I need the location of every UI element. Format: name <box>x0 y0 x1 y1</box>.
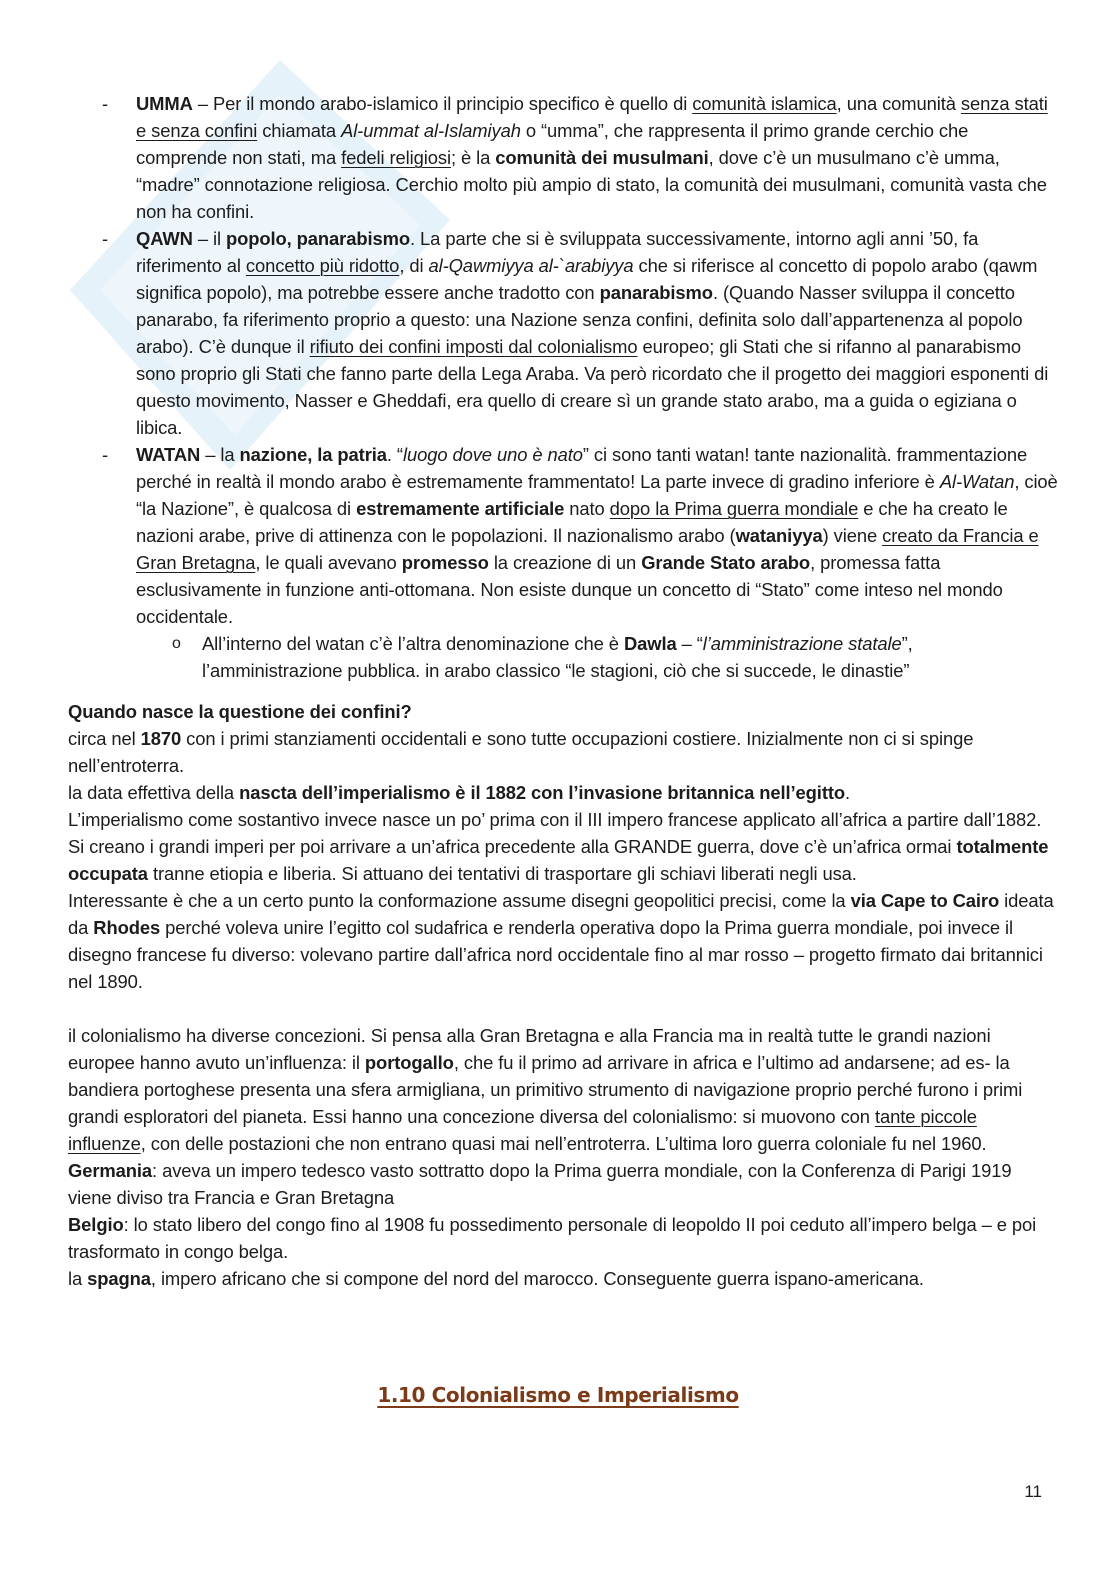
terms-list <box>68 90 1058 684</box>
paragraph: il colonialismo ha diverse concezioni. Si pensa alla Gran Bretagna e alla Francia ma in realtà tutte le grandi nazioni europee hanno avuto un’influenza: il portogallo, che fu il primo ad arrivare in africa e l’ultimo ad andarsene; ad es- la bandiera portoghese presenta una sfera armigliana, un primitivo strumento di navigazione proprio perché furono i primi grandi esploratori del pianeta. Essi hanno una concezione diversa del colonialismo: si muovono con tante piccole influenze, con delle postazioni che non entrano quasi mai nell’entroterra. L’ultima loro guerra coloniale fu nel 1960. <box>68 1025 1023 1154</box>
paragraph: la data effettiva della nascta dell’imperialismo è il 1882 con l’invasione britannica nell’egitto. <box>68 782 851 803</box>
list-item-qawn: - QAWN – il popolo, panarabismo. La parte che si è sviluppata successivamente, intorno agli anni ’50, fa riferimento al concetto più ridotto, di al-Qawmiyya al-`arabiyya che si riferisce al concetto di popolo arabo (qawm significa popolo), ma potrebbe essere anche tradotto con panarabismo. (Quando Nasser sviluppa il concetto panarabo, fa riferimento proprio a questo: una Nazione senza confini, definita solo dall’appartenenza al popolo arabo). C’è dunque il rifiuto dei confini imposti dal colonialismo europeo; gli Stati che si rifanno al panarabismo sono proprio gli Stati che fanno parte della Lega Araba. Va però ricordato che il progetto dei maggiori esponenti di questo movimento, Nasser e Gheddafi, era quello di creare sì un grande stato arabo, ma a guida o egiziana o libica. <box>68 225 1058 441</box>
sub-item-dawla: o All’interno del watan c’è l’altra denominazione che è Dawla – “l’amministrazione statale”, l’amministrazione pubblica. in arabo classico “le stagioni, ciò che si succede, le dinastie” <box>136 630 1058 684</box>
paragraph: la spagna, impero africano che si compone del nord del marocco. Conseguente guerra ispano-americana. <box>68 1268 924 1289</box>
paragraph: L’imperialismo come sostantivo invece nasce un po’ prima con il III impero francese applicato all’africa a partire dall’1882. Si creano i grandi imperi per poi arrivare a un’africa precedente alla GRANDE guerra, dove c’è un’africa ormai totalmente occupata tranne etiopia e liberia. Si attuano dei tentativi di trasportare gli schiavi liberati negli usa. <box>68 809 1049 884</box>
sub-list <box>136 630 1058 684</box>
list-item-umma: - UMMA – Per il mondo arabo-islamico il principio specifico è quello di comunità islamica, una comunità senza stati e senza confini chiamata Al-ummat al-Islamiyah o “umma”, che rappresenta il primo grande cerchio che comprende non stati, ma fedeli religiosi; è la comunità dei musulmani, dove c’è un musulmano c’è umma, “madre” connotazione religiosa. Cerchio molto più ampio di stato, la comunità dei musulmani, comunità vasta che non ha confini. <box>68 90 1058 225</box>
list-item-watan: - WATAN – la nazione, la patria. “luogo dove uno è nato” ci sono tanti watan! tante nazionalità. frammentazione perché in realtà il mondo arabo è estremamente frammentato! La parte invece di gradino inferiore è Al-Watan, cioè “la Nazione”, è qualcosa di estremamente artificiale nato dopo la Prima guerra mondiale e che ha creato le nazioni arabe, prive di attinenza con le popolazioni. Il nazionalismo arabo (wataniyya) viene creato da Francia e Gran Bretagna, le quali avevano promesso la creazione di un Grande Stato arabo, promessa fatta esclusivamente in funzione anti-ottomana. Non esiste dunque un concetto di “Stato” come inteso nel mondo occidentale. o All’interno del watan c’è l’altra denominazione che è Dawla – “l’amministrazione statale”, l’amministrazione pubblica. in arabo classico “le stagioni, ciò che si succede, le dinastie” <box>68 441 1058 684</box>
term-watan: WATAN <box>136 444 201 465</box>
paragraph: Belgio: lo stato libero del congo fino al 1908 fu possedimento personale di leopoldo II poi ceduto all’impero belga – e poi trasformato in congo belga. <box>68 1214 1037 1262</box>
section-heading: Quando nasce la questione dei confini? <box>68 701 412 722</box>
section-title: 1.10 Colonialismo e Imperialismo <box>377 1383 739 1407</box>
term-qawn: QAWN <box>136 228 193 249</box>
spacer <box>68 995 1058 1022</box>
document-body <box>68 90 1058 1292</box>
paragraph: circa nel 1870 con i primi stanziamenti occidentali e sono tutte occupazioni costiere. Inizialmente non ci si spinge nell’entroterra. <box>68 728 974 776</box>
paragraph: Germania: aveva un impero tedesco vasto sottratto dopo la Prima guerra mondiale, con la Conferenza di Parigi 1919 viene diviso tra Francia e Gran Bretagna <box>68 1160 1012 1208</box>
page-number: 11 <box>1024 1482 1042 1501</box>
term-umma: UMMA <box>136 93 193 114</box>
paragraph: Interessante è che a un certo punto la conformazione assume disegni geopolitici precisi, come la via Cape to Cairo ideata da Rhodes perché voleva unire l’egitto col sudafrica e renderla operativa dopo la Prima guerra mondiale, poi invece il disegno francese fu diverso: volevano partire dall’africa nord occidentale fino al mar rosso – progetto firmato dai britannici nel 1890. <box>68 890 1054 992</box>
